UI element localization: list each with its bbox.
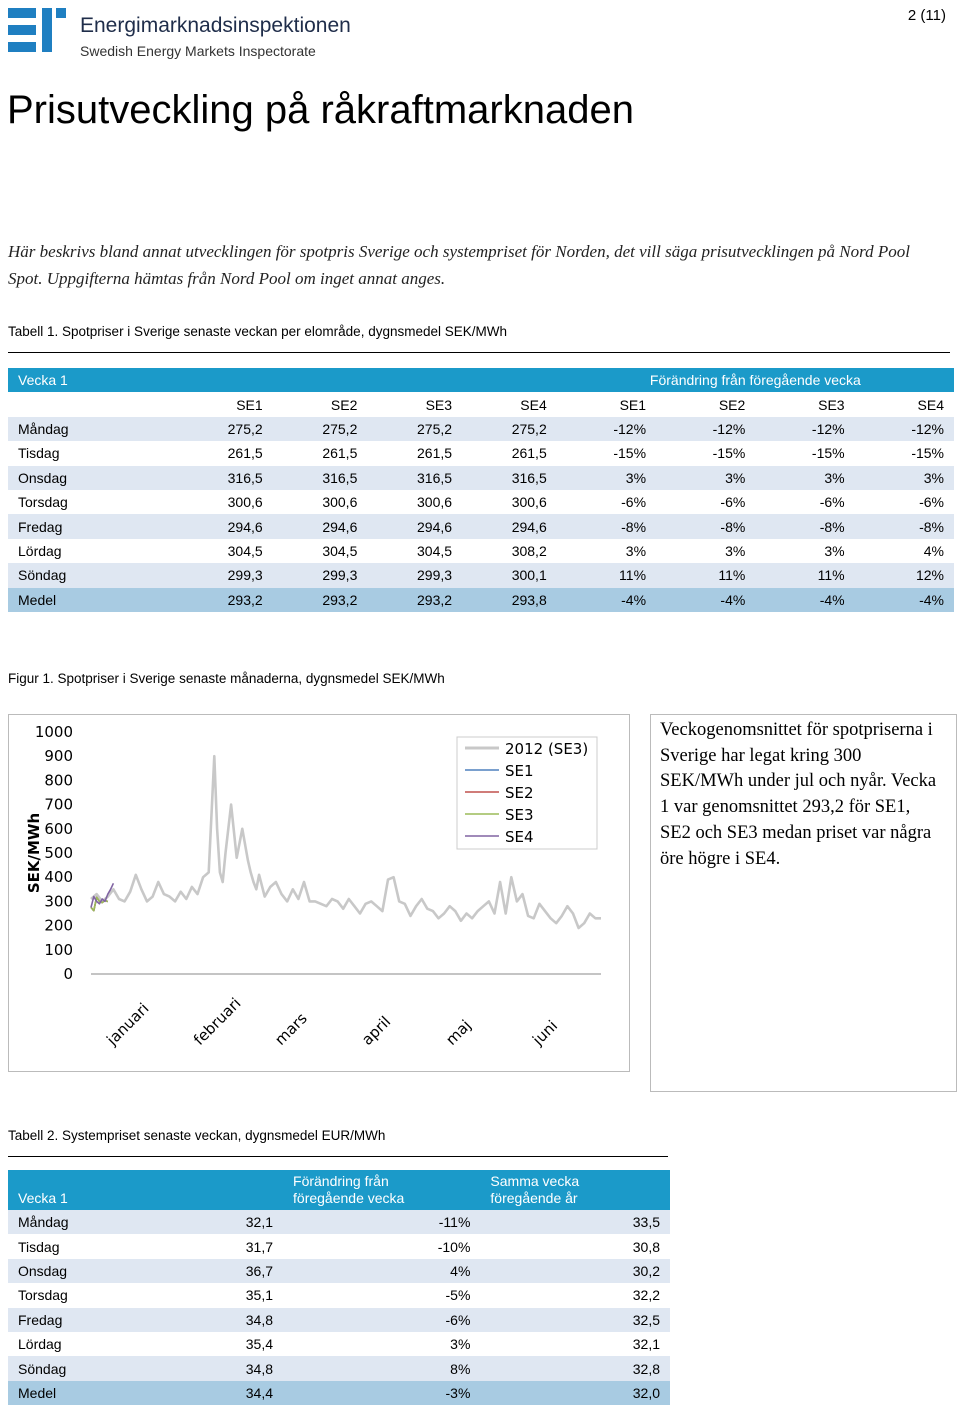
y-tick-label: 100 <box>44 940 73 959</box>
y-tick-label: 400 <box>44 868 73 887</box>
table2-prev: 33,5 <box>480 1210 670 1234</box>
table1-day: Onsdag <box>8 466 178 490</box>
table1-cell: 293,2 <box>273 588 368 612</box>
price-chart-svg <box>9 715 629 1071</box>
table1-day: Fredag <box>8 514 178 538</box>
table-row <box>8 417 954 441</box>
table1-cell: 294,6 <box>367 514 462 538</box>
price-chart <box>8 714 630 1072</box>
table1-cell: 293,2 <box>178 588 273 612</box>
table-row <box>8 1234 670 1258</box>
table1-col-header: SE1 <box>557 392 656 416</box>
table2-change: -6% <box>283 1308 480 1332</box>
table1-cell: -8% <box>656 514 755 538</box>
table1-cell: 12% <box>855 563 954 587</box>
table2-col-change <box>283 1170 480 1210</box>
table-row <box>8 1381 670 1405</box>
y-tick-label: 0 <box>63 965 73 983</box>
table1-cell: 11% <box>656 563 755 587</box>
legend-label: 2012 (SE3) <box>505 740 589 758</box>
table1-cell: 300,6 <box>462 490 557 514</box>
y-tick-label: 200 <box>44 916 73 935</box>
table1-cell: -6% <box>656 490 755 514</box>
table1-cell: -4% <box>855 588 954 612</box>
table1-cell: 316,5 <box>178 466 273 490</box>
table-row <box>8 1210 670 1234</box>
table1-cell: 275,2 <box>178 417 273 441</box>
table1-cell: 4% <box>855 539 954 563</box>
y-tick-label: 1000 <box>34 723 73 741</box>
table2-day: Torsdag <box>8 1283 162 1307</box>
table2-change: 3% <box>283 1332 480 1356</box>
table2-value: 31,7 <box>162 1234 283 1258</box>
table1-cell: 261,5 <box>367 441 462 465</box>
y-tick-label: 600 <box>44 819 73 838</box>
table1-cell: 294,6 <box>462 514 557 538</box>
table1-cell: -4% <box>557 588 656 612</box>
table2-change: 8% <box>283 1356 480 1380</box>
table1-cell: 299,3 <box>273 563 368 587</box>
table2-day: Söndag <box>8 1356 162 1380</box>
table1-cell: 11% <box>557 563 656 587</box>
table1-cell: -8% <box>557 514 656 538</box>
logo <box>8 6 351 59</box>
table1-col-header: SE3 <box>367 392 462 416</box>
table1-cell: 261,5 <box>273 441 368 465</box>
table1-col-header: SE2 <box>656 392 755 416</box>
legend-label: SE3 <box>505 806 534 824</box>
table-row <box>8 1308 670 1332</box>
table1-col-header: SE2 <box>273 392 368 416</box>
table1-day: Lördag <box>8 539 178 563</box>
table2-change: -3% <box>283 1381 480 1405</box>
table2-day: Tisdag <box>8 1234 162 1258</box>
table1-cell: 275,2 <box>367 417 462 441</box>
table1-cell: 299,3 <box>367 563 462 587</box>
table2-prev: 32,0 <box>480 1381 670 1405</box>
table1-cell: -4% <box>755 588 854 612</box>
table-row <box>8 441 954 465</box>
table1-day: Tisdag <box>8 441 178 465</box>
table1-rule <box>8 352 950 353</box>
table1-day: Medel <box>8 588 178 612</box>
table1-cell: 275,2 <box>462 417 557 441</box>
x-tick-label: mars <box>271 1009 311 1049</box>
x-tick-label: februari <box>189 994 245 1049</box>
table2-prev: 32,8 <box>480 1356 670 1380</box>
table1-cell: 293,8 <box>462 588 557 612</box>
table-row <box>8 466 954 490</box>
table1-cell: -8% <box>855 514 954 538</box>
y-tick-label: 300 <box>44 892 73 911</box>
table-row <box>8 539 954 563</box>
table2-change: -10% <box>283 1234 480 1258</box>
table1-cell: 316,5 <box>462 466 557 490</box>
table1-cell: -4% <box>656 588 755 612</box>
table1-cell: 261,5 <box>178 441 273 465</box>
table1-cell: 3% <box>755 466 854 490</box>
table1-cell: 293,2 <box>367 588 462 612</box>
table1-day: Måndag <box>8 417 178 441</box>
table2-day: Medel <box>8 1381 162 1405</box>
table2-value: 32,1 <box>162 1210 283 1234</box>
table-row <box>8 588 954 612</box>
table1-week-label: Vecka 1 <box>8 368 557 392</box>
table1-cell: 316,5 <box>273 466 368 490</box>
table1-col-header: SE4 <box>855 392 954 416</box>
table1-cell: 3% <box>557 466 656 490</box>
y-tick-label: 500 <box>44 844 73 862</box>
table1-col-header: SE3 <box>755 392 854 416</box>
legend-label: SE2 <box>505 784 534 802</box>
table1-cell: -6% <box>755 490 854 514</box>
table-row <box>8 563 954 587</box>
table2-day: Lördag <box>8 1332 162 1356</box>
table1-cell: 316,5 <box>367 466 462 490</box>
table1-cell: -15% <box>755 441 854 465</box>
legend-label: SE1 <box>505 762 534 780</box>
table2-head-blank <box>162 1170 283 1210</box>
table1-col-header: SE4 <box>462 392 557 416</box>
table1-cell: 300,6 <box>367 490 462 514</box>
table1-cell: 261,5 <box>462 441 557 465</box>
table2-change: -5% <box>283 1283 480 1307</box>
table-row <box>8 514 954 538</box>
table2-col-change-line1: Förändring från <box>293 1173 389 1189</box>
figure1-comment-box <box>650 714 957 1092</box>
table2-prev: 32,5 <box>480 1308 670 1332</box>
table1-cell: 300,6 <box>273 490 368 514</box>
table2-value: 34,8 <box>162 1308 283 1332</box>
table1-corner <box>8 392 178 416</box>
table1-cell: 3% <box>656 539 755 563</box>
legend-label: SE4 <box>505 828 534 846</box>
table1-caption: Tabell 1. Spotpriser i Sverige senaste veckan per elområde, dygnsmedel SEK/MWh <box>8 324 507 339</box>
table2-prev: 30,8 <box>480 1234 670 1258</box>
table2-col-same <box>480 1170 670 1210</box>
intro-text: Här beskrivs bland annat utvecklingen för spotpris Sverige och systempriset för Norden, det vill säga prisutvecklingen på Nord Pool Spot. Uppgifterna hämtas från Nord Pool om inget annat anges. <box>8 242 910 288</box>
table1-cell: 304,5 <box>367 539 462 563</box>
table2-day: Onsdag <box>8 1259 162 1283</box>
figure1-caption: Figur 1. Spotpriser i Sverige senaste månaderna, dygnsmedel SEK/MWh <box>8 671 445 686</box>
table1-cell: -15% <box>855 441 954 465</box>
table2-rule <box>8 1156 668 1157</box>
y-axis-label: SEK/MWh <box>25 812 43 894</box>
table1-cell: 3% <box>755 539 854 563</box>
table1-cell: 300,6 <box>178 490 273 514</box>
org-name: Energimarknadsinspektionen <box>80 14 351 37</box>
table1-cell: -12% <box>557 417 656 441</box>
table2-prev: 32,1 <box>480 1332 670 1356</box>
table1-day: Torsdag <box>8 490 178 514</box>
table2-header-row <box>8 1170 670 1210</box>
table-row <box>8 1283 670 1307</box>
y-tick-label: 900 <box>44 747 73 766</box>
table2-prev: 32,2 <box>480 1283 670 1307</box>
table1-cell: 11% <box>755 563 854 587</box>
x-tick-label: juni <box>529 1016 562 1049</box>
org-name-en: Swedish Energy Markets Inspectorate <box>80 43 316 59</box>
x-tick-label: januari <box>103 999 153 1049</box>
table1-day: Söndag <box>8 563 178 587</box>
table1-cell: -12% <box>855 417 954 441</box>
table-row <box>8 490 954 514</box>
table2-prev: 30,2 <box>480 1259 670 1283</box>
table1-cell: -6% <box>855 490 954 514</box>
table1-cell: 3% <box>855 466 954 490</box>
table2-value: 35,1 <box>162 1283 283 1307</box>
table-row <box>8 1356 670 1380</box>
table2-caption: Tabell 2. Systempriset senaste veckan, dygnsmedel EUR/MWh <box>8 1128 386 1143</box>
table2-change: -11% <box>283 1210 480 1234</box>
table1-cell: -12% <box>755 417 854 441</box>
table1-cell: 3% <box>557 539 656 563</box>
table1-cell: 3% <box>656 466 755 490</box>
table1-cell: 300,1 <box>462 563 557 587</box>
table2-value: 34,8 <box>162 1356 283 1380</box>
x-tick-label: april <box>358 1012 395 1049</box>
table1-col-header: SE1 <box>178 392 273 416</box>
table2-col-change-line2: föregående vecka <box>293 1190 405 1206</box>
table1-cell: 304,5 <box>178 539 273 563</box>
table1-cell: 294,6 <box>273 514 368 538</box>
table2-value: 35,4 <box>162 1332 283 1356</box>
figure1-comment: Veckogenomsnittet för spotpriserna i Sverige har legat kring 300 SEK/MWh under jul och nyår. Vecka 1 var genomsnittet 293,2 för SE1, SE2 och SE3 medan priset var några öre högre i SE4. <box>660 720 937 869</box>
table2 <box>8 1170 670 1405</box>
table2-value: 36,7 <box>162 1259 283 1283</box>
table1-columns-row <box>8 392 954 416</box>
y-tick-label: 800 <box>44 771 73 790</box>
table-row <box>8 1259 670 1283</box>
page-title: Prisutveckling på råkraftmarknaden <box>7 88 634 132</box>
table1-cell: -8% <box>755 514 854 538</box>
page-number: 2 (11) <box>907 7 946 24</box>
table1-cell: -15% <box>557 441 656 465</box>
table1-cell: 304,5 <box>273 539 368 563</box>
table1-cell: -15% <box>656 441 755 465</box>
table1-cell: -12% <box>656 417 755 441</box>
table1-cell: 308,2 <box>462 539 557 563</box>
table1-header-row <box>8 368 954 392</box>
table2-change: 4% <box>283 1259 480 1283</box>
table1-cell: 294,6 <box>178 514 273 538</box>
table1-cell: 299,3 <box>178 563 273 587</box>
table2-day: Fredag <box>8 1308 162 1332</box>
table1-cell: 275,2 <box>273 417 368 441</box>
y-tick-label: 700 <box>44 795 73 814</box>
table2-value: 34,4 <box>162 1381 283 1405</box>
table1-change-label: Förändring från föregående vecka <box>557 368 954 392</box>
table2-week-label: Vecka 1 <box>8 1170 162 1210</box>
table1-cell: -6% <box>557 490 656 514</box>
table2-day: Måndag <box>8 1210 162 1234</box>
table2-col-same-line1: Samma vecka <box>490 1173 580 1189</box>
table2-col-same-line2: föregående år <box>490 1190 578 1206</box>
table-row <box>8 1332 670 1356</box>
x-tick-label: maj <box>442 1016 475 1049</box>
table1 <box>8 368 954 612</box>
logo-mark-icon <box>8 6 70 56</box>
